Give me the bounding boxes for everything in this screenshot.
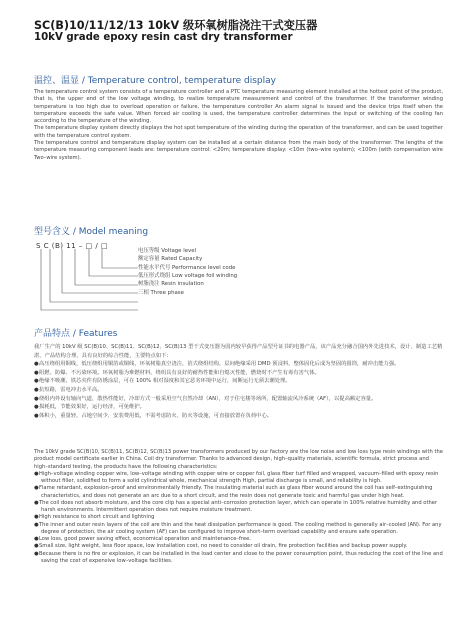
model-bracket-lines xyxy=(40,249,140,319)
bullet-icon: ● xyxy=(34,514,39,521)
bullet-icon: ● xyxy=(34,536,39,542)
feature-item-zh: ●绕组内外设有轴向气道，散热性能好，冷却方式一般采用空气自然冷却（AN），对于住宅楼等场所，配置轴流风冷系统（AF），以提高额定容量。 xyxy=(34,395,377,402)
model-label: 三相 Three phase xyxy=(138,289,184,296)
feature-item-en: ●High resistance to short circuit and lightning xyxy=(34,514,155,521)
model-labels xyxy=(138,247,237,297)
model-label: 树脂浇注 Resin insulation xyxy=(138,281,204,288)
bullet-icon: ● xyxy=(34,470,39,477)
page-title-en: 10kV grade epoxy resin cast dry transformer xyxy=(34,32,293,43)
bullet-icon: ● xyxy=(34,550,39,557)
feature-item-zh: ●抗短路，雷电冲击水平高。 xyxy=(34,386,103,393)
feature-item-zh: ●高压绕组用铜线，低压绕组用铜箔或铜线，环氧树脂真空浇注，箔式绕组结构，层间绝缘采用 DMD 预浸料，整体固化后成为坚固的圆筒，耐冲击能力强。 xyxy=(34,361,400,368)
section-heading-features: 产品特点 / Features xyxy=(34,329,118,339)
feature-item-en: ●Small size, light weight, less floor space, low installation cost, no need to consider oil drain, fire protection facilities and backup power supply. xyxy=(34,543,408,550)
bullet-icon: ● xyxy=(34,485,39,492)
temperature-body xyxy=(34,89,443,162)
bullet-icon: ● xyxy=(34,412,39,419)
feature-item-zh: ●绝缘不吸潮，铁芯夹件有防锈涂层，可在 100% 相对湿度和其它恶劣环境中运行，间断运行无须去潮处理。 xyxy=(34,378,291,385)
bullet-icon: ● xyxy=(34,386,39,393)
temperature-paragraph: The temperature control and temperature display system can be installed at a certain distance from the main body of the transformer. The lengths of the temperature measuring component leads are: temperature control: <20m; temperature display: <10m (two–wire system); <100m (with compensation wire Two–wire system). xyxy=(34,140,443,161)
feature-item-zh: ●体积小，重量轻，占地空间少，安装费用低，不需考虑防火、防火等设施，可直接放置在负荷中心。 xyxy=(34,412,273,419)
model-code: S C (B) 11 – □ / □ xyxy=(36,241,109,250)
temperature-paragraph: The temperature display system directly displays the hot spot temperature of the winding during the operation of the transformer, and can be used together with the temperature control system. xyxy=(34,125,443,139)
bullet-icon: ● xyxy=(34,369,39,376)
feature-item-en: ●The inner and outer resin layers of the coil are thin and the heat dissipation performance is good. The cooling method is generally air–cooled (AN). For any degree of protection, the air cooling system (AF) can be configured to improve short–term overload capability and ensure safe operation. xyxy=(34,521,442,535)
features-zh xyxy=(34,343,443,420)
bullet-icon: ● xyxy=(34,499,39,506)
section-heading-model: 型号含义 / Model meaning xyxy=(34,227,149,237)
bullet-icon: ● xyxy=(34,404,39,411)
bullet-icon: ● xyxy=(34,395,39,402)
model-label: 额定容量 Rated Capacity xyxy=(138,256,203,263)
bullet-icon: ● xyxy=(34,543,39,550)
feature-item-zh: ●阻燃、防爆、不污染环境。环氧树脂为难燃材料，绕组具有良好的耐热性能和自熄灭性能，燃烧时不产生有毒有害气体。 xyxy=(34,369,320,376)
bullet-icon: ● xyxy=(34,378,39,385)
temperature-paragraph: The temperature control system consists of a temperature controller and a PTC temperature measuring element installed at the hottest point of the product, that is, the upper end of the low voltage winding, to realize temperature measurement and control of the transformer. If the transformer winding temperature is too high due to overload operation or failure, the temperature controller An alarm signal is issued and the device trips itself when the temperature exceeds the safe value. When forced air cooling is used, the temperature controller determines the input or switching of the cooling fan according to the temperature of the winding. xyxy=(34,89,443,125)
model-label: 低压形式绕组 Low voltage foil winding xyxy=(138,273,238,280)
section-heading-temperature: 温控、温显 / Temperature control, temperature display xyxy=(34,76,276,86)
page-title-zh: SC(B)10/11/12/13 10kV 级环氧树脂浇注干式变压器 xyxy=(34,19,318,32)
feature-item-en: ●Low loss, good power saving effect, economical operation and maintenance–free. xyxy=(34,536,251,542)
features-intro-en: The 10kV grade SC(B)10, SC(B)11, SC(B)12, SC(B)13 power transformers produced by our factory are the low noise and low loss type resin windings with the product model certificate earlier in China. Coil dry transformer. Thanks to advanced design, high–quality materials, scientific formula, strict process and high–standard testing, the products have the following characteristics: xyxy=(34,449,443,470)
features-en xyxy=(34,449,443,565)
feature-item-zh: ●损耗低，节能效果好，运行经济，可免维护。 xyxy=(34,404,145,411)
features-intro-zh: 我厂生产的 10kV 级 SC(B)10、SC(B)11、SC(B)12、SC(B)13 型干式变压器为国内较早获得产品型号证书的电器产品，该产品充分融合国内外先进技术，设计、制造工艺精湛，产品结构合理，具有良好的综合性能，主要特点如下： xyxy=(34,344,443,359)
model-label: 性能水平代号 Performance level code xyxy=(138,264,236,271)
feature-item-en: ●Because there is no fire or explosion, it can be installed in the load center and close to the power consumption point, thus reducing the cost of the line and saving the cost of expensive low–voltage facilities. xyxy=(34,550,443,564)
bullet-icon: ● xyxy=(34,521,39,528)
model-label: 电压等级 Voltage level xyxy=(138,248,197,254)
feature-item-en: ●High–voltage winding copper wire, low–voltage winding with copper wire or copper foil, glass fiber turf filled and wrapped, vacuum–filled with epoxy resin without filler, solidified to form a solid cylindrical whole, mechanical strength High, partial discharge is small, and reliability is high. xyxy=(34,470,439,484)
bullet-icon: ● xyxy=(34,361,39,368)
feature-item-en: ●The coil does not absorb moisture, and the core clip has a special anti–corrosion protection layer, which can operate in 100% relative humidity and other harsh environments. Intermittent operation does not require moisture treatment. xyxy=(34,499,438,513)
feature-item-en: ●Flame retardant, explosion–proof and environmentally friendly. The insulating material such as glass fiber wound around the coil has self–extinguishing characteristics, and does not generate an arc due to a short circuit, and the resin does not generate toxic and harmful gas under high heat. xyxy=(34,485,433,499)
